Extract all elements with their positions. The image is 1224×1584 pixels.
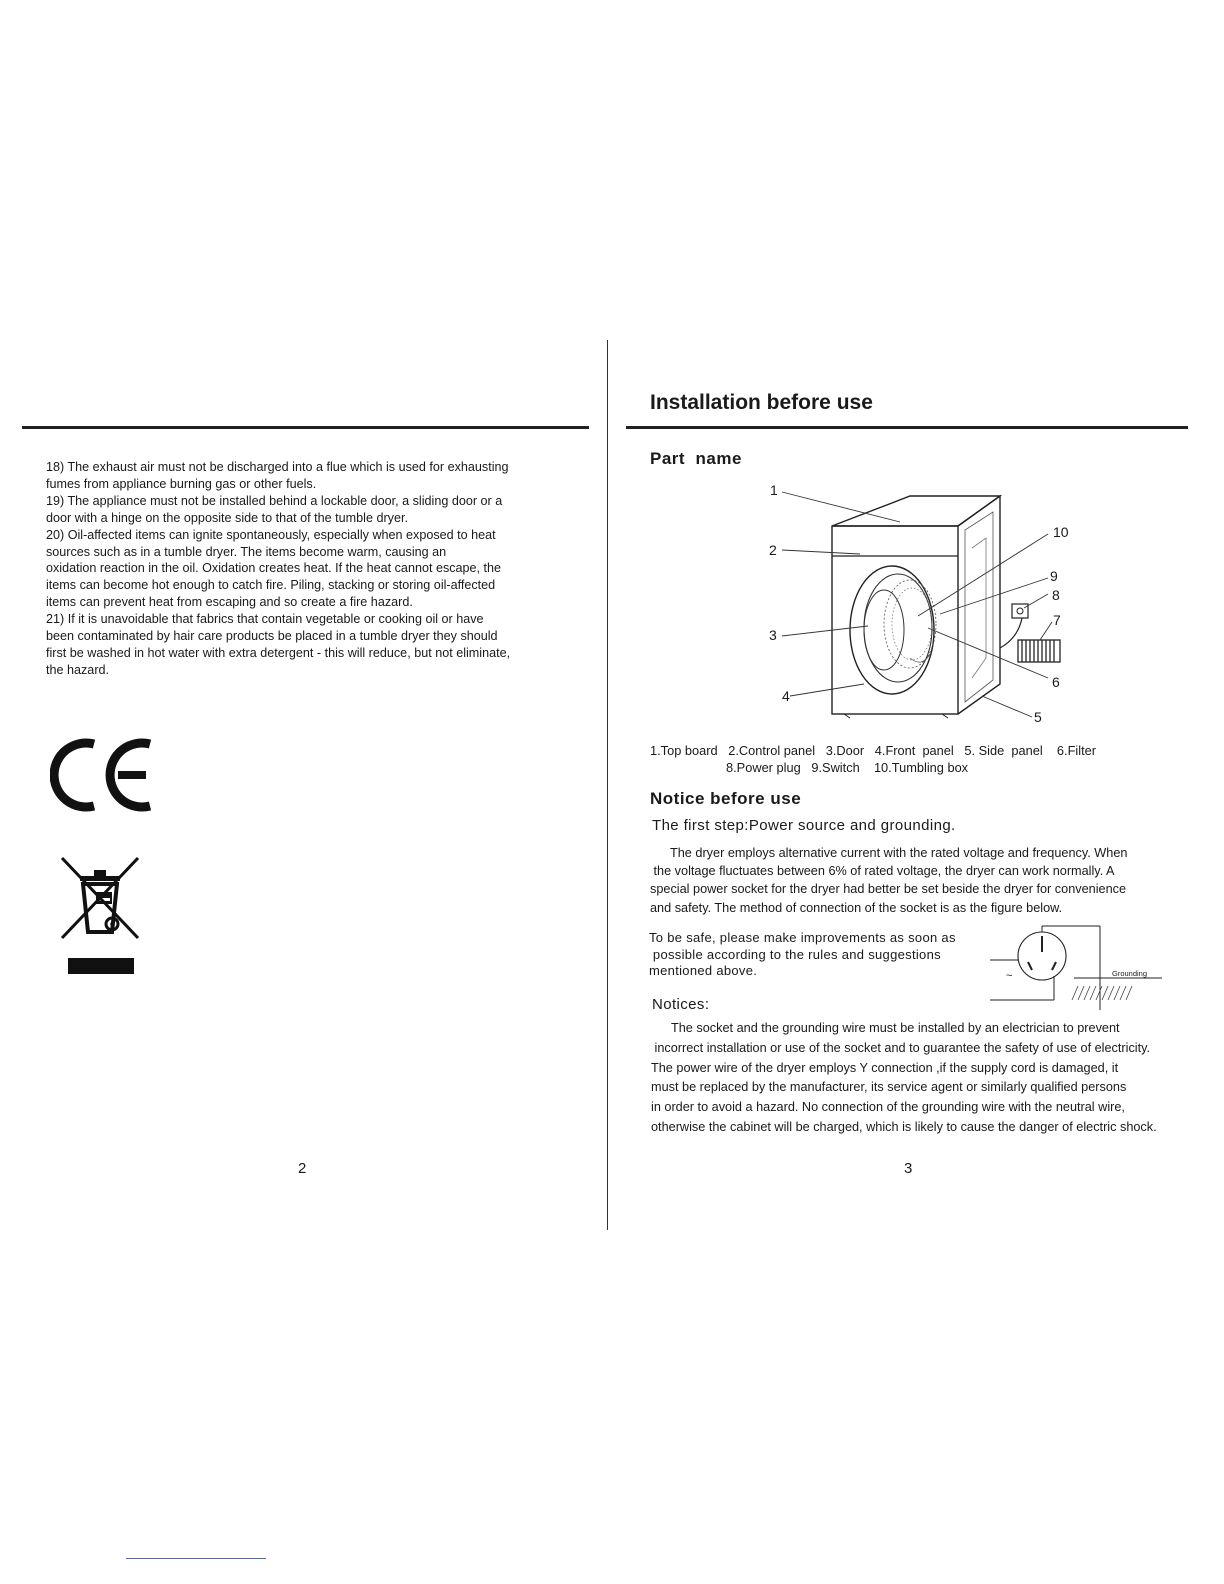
rule-18-line: fumes from appliance burning gas or other fuels. [46, 476, 317, 491]
rule-21-line: first be washed in hot water with extra detergent - this will reduce, but not eliminate, [46, 645, 511, 660]
notice-line: incorrect installation or use of the socket and to guarantee the safety of use of electricity. [651, 1040, 1151, 1055]
rule-20-line: items can prevent heat from escaping and so create a fire hazard. [46, 595, 413, 610]
rule-21-line: 21) If it is unavoidable that fabrics that contain vegetable or cooking oil or have [46, 612, 484, 627]
notice-line: The socket and the grounding wire must be installed by an electrician to prevent [671, 1021, 1120, 1035]
socket-tilde: ~ [1006, 970, 1013, 982]
weee-bin-icon [58, 854, 146, 976]
page-divider [607, 340, 608, 1230]
safe-text [649, 930, 956, 980]
callout-10: 10 [1053, 524, 1069, 540]
callout-3: 3 [769, 627, 777, 643]
rule-18-line: 18) The exhaust air must not be discharged into a flue which is used for exhausting [46, 460, 509, 474]
power-line: special power socket for the dryer had better be set beside the dryer for convenience [650, 882, 1127, 897]
power-source-paragraph [650, 844, 1170, 917]
rule-20-line: 20) Oil-affected items can ignite spontaneously, especially when exposed to heat [46, 527, 496, 542]
right-top-rule [626, 426, 1188, 429]
callout-1: 1 [770, 482, 778, 498]
notice-line: otherwise the cabinet will be charged, which is likely to cause the danger of electric shock. [651, 1119, 1157, 1134]
rule-21-line: the hazard. [46, 662, 110, 677]
rule-19-line: 19) The appliance must not be installed behind a lockable door, a sliding door or a [46, 493, 503, 508]
callout-2: 2 [769, 542, 777, 558]
rule-20-line: sources such as in a tumble dryer. The items become warm, causing an [46, 544, 447, 559]
parts-caption-line-1: 1.Top board 2.Control panel 3.Door 4.Front panel 5. Side panel 6.Filter [650, 743, 1097, 758]
callout-5: 5 [1034, 709, 1042, 725]
power-line: and safety. The method of connection of the socket is as the figure below. [650, 900, 1063, 915]
grounding-label: Grounding [1112, 969, 1148, 978]
door-shape [850, 566, 934, 694]
socket-grounding-diagram [986, 920, 1166, 1010]
callout-6: 6 [1052, 674, 1060, 690]
callout-8: 8 [1052, 587, 1060, 603]
left-page-number: 2 [298, 1160, 307, 1177]
rule-20-line: oxidation reaction in the oil. Oxidation creates heat. If the heat cannot escape, the [46, 561, 502, 576]
notice-line: in order to avoid a hazard. No connection of the grounding wire with the neutral wire, [651, 1100, 1125, 1115]
side-panel-shape [958, 496, 1000, 714]
dryer-diagram [760, 478, 1080, 728]
safe-line: mentioned above. [649, 963, 758, 978]
safe-line: possible according to the rules and suggestions [649, 946, 941, 962]
footer-link-line [126, 1558, 266, 1559]
page-title: Installation before use [650, 391, 873, 414]
power-plug-shape [1012, 604, 1028, 618]
safety-rules-text [46, 459, 566, 679]
power-line: the voltage fluctuates between 6% of rated voltage, the dryer can work normally. A [650, 864, 1115, 879]
notices-heading: Notices: [652, 996, 710, 1013]
ce-mark-icon [50, 738, 158, 812]
first-step-heading: The first step:Power source and grounding. [652, 817, 956, 834]
rule-20-line: items can become hot enough to catch fire. Piling, stacking or storing oil-affected [46, 578, 496, 593]
power-line: The dryer employs alternative current with the rated voltage and frequency. When [670, 846, 1128, 860]
left-top-rule [22, 426, 589, 429]
callout-9: 9 [1050, 568, 1058, 584]
notice-heading: Notice before use [650, 789, 802, 808]
safe-line: To be safe, please make improvements as soon as [649, 930, 956, 945]
right-page-number: 3 [904, 1160, 913, 1177]
part-name-heading: Part name [650, 449, 742, 468]
notices-paragraph [651, 1019, 1181, 1138]
notice-line: must be replaced by the manufacturer, its service agent or similarly qualified persons [651, 1080, 1127, 1095]
rule-19-line: door with a hinge on the opposite side to that of the tumble dryer. [46, 510, 408, 525]
tumbling-box-vent [1018, 640, 1060, 662]
callout-7: 7 [1053, 612, 1061, 628]
callout-4: 4 [782, 688, 790, 704]
parts-caption-line-2: 8.Power plug 9.Switch 10.Tumbling box [726, 760, 969, 775]
rule-21-line: been contaminated by hair care products be placed in a tumble dryer they should [46, 629, 498, 644]
notice-line: The power wire of the dryer employs Y connection ,if the supply cord is damaged, it [651, 1060, 1119, 1075]
